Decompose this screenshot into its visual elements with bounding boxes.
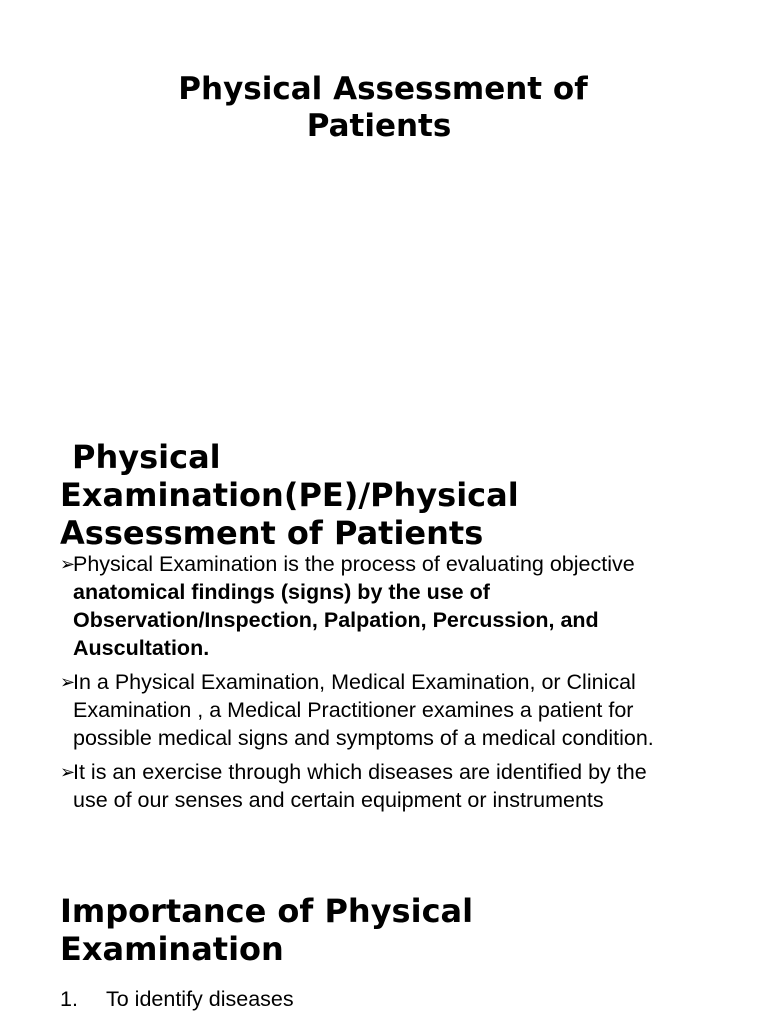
importance-heading-line-1: Importance of Physical [60,892,474,930]
bullet-item [60,668,760,752]
bullet-text-line: It is an exercise through which diseases are identified by the [73,760,647,784]
pe-section-heading [60,438,760,552]
bullet-text-line: Examination , a Medical Practitioner examines a patient for [73,698,634,722]
bullet-item [60,758,760,814]
pe-heading-line-3: Assessment of Patients [60,514,484,552]
bullet-text-line: anatomical findings (signs) by the use of [73,580,490,604]
pe-heading-line-2: Examination(PE)/Physical [60,476,519,514]
importance-section-heading [60,892,760,968]
bullet-text-line: use of our senses and certain equipment or instruments [73,788,604,812]
bullet-item [60,550,760,662]
pe-heading-line-1: Physical [72,438,221,476]
bullet-text-line: Auscultation. [73,636,210,660]
numbered-list-item [60,984,760,1014]
arrow-bullet-icon: ➢ [60,554,76,574]
list-item-text: To identify diseases [106,987,294,1011]
bullet-text-line: Physical Examination is the process of evaluating objective [73,552,635,576]
importance-numbered-list [60,984,760,1014]
arrow-bullet-icon: ➢ [60,762,76,782]
bullet-text-line: possible medical signs and symptoms of a medical condition. [73,726,654,750]
list-item-number: 1. [60,987,78,1011]
arrow-bullet-icon: ➢ [60,672,76,692]
importance-heading-line-2: Examination [60,930,284,968]
pe-bullet-list [60,550,760,814]
page-title-line-1: Physical Assessment of [178,71,588,107]
bullet-text-line: Observation/Inspection, Palpation, Percussion, and [73,608,599,632]
page-title [0,71,768,145]
bullet-text-line: In a Physical Examination, Medical Examination, or Clinical [73,670,636,694]
page-title-line-2: Patients [306,108,452,144]
